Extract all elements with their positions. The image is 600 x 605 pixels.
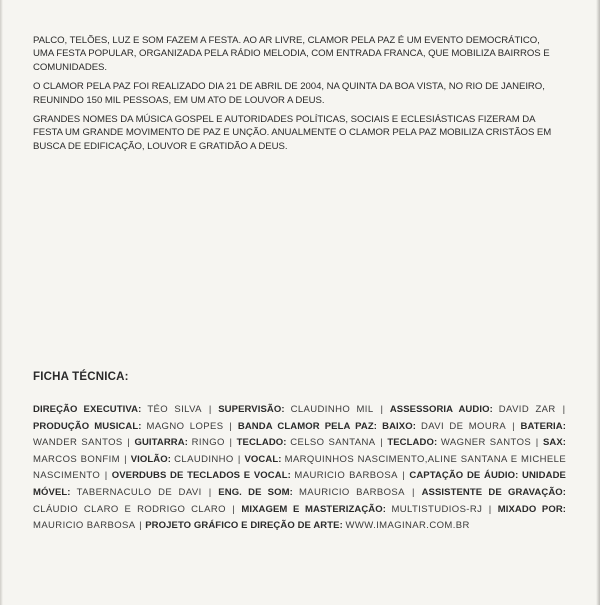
- intro-text: [33, 34, 563, 159]
- credit-separator: |: [127, 437, 130, 449]
- credit-role: VOCAL:: [244, 453, 282, 465]
- credit-role: DIREÇÃO EXECUTIVA:: [33, 404, 142, 415]
- credit-name: WANDER SANTOS: [33, 437, 123, 449]
- credit-name: MAURICIO BARBOSA: [294, 470, 398, 482]
- credit-name: TÉO SILVA: [147, 404, 202, 415]
- credit-separator: |: [229, 437, 232, 449]
- credit-role: BANDA CLAMOR PELA PAZ: BAIXO:: [237, 420, 416, 432]
- credit-separator: |: [237, 453, 241, 465]
- page-edge-left: [0, 0, 3, 605]
- credit-separator: |: [380, 437, 383, 449]
- credit-role: SUPERVISÃO:: [218, 404, 285, 415]
- credit-name: MAURICIO BARBOSA: [298, 486, 405, 498]
- credit-role: GUITARRA:: [134, 437, 188, 449]
- credit-role: PRODUÇÃO MUSICAL:: [33, 420, 142, 432]
- intro-paragraph-2: O CLAMOR PELA PAZ FOI REALIZADO DIA 21 DE ABRIL DE 2004, NA QUINTA DA BOA VISTA, NO RIO DE JANEIRO, REUNINDO 150 MIL PESSOAS, EM UM ATO DE LOUVOR A DEUS.: [33, 81, 545, 106]
- credit-name: MARQUINHOS NASCIMENTO,ALINE SANTANA E MICHELE NASCIMENTO: [33, 453, 567, 482]
- credit-role: BATERIA:: [520, 420, 566, 432]
- credit-name: CLAUDINHO MIL: [290, 404, 374, 415]
- credit-role: ASSESSORIA AUDIO:: [389, 404, 493, 415]
- ficha-tecnica-title: FICHA TÉCNICA:: [33, 371, 129, 383]
- credit-role: OVERDUBS DE TECLADOS E VOCAL:: [111, 470, 291, 482]
- intro-paragraph-3: GRANDES NOMES DA MÚSICA GOSPEL E AUTORIDADES POLÍTICAS, SOCIAIS E ECLESIÁSTICAS FIZERAM DA FESTA UM GRANDE MOVIMENTO DE PAZ E UNÇÃO. ANUALMENTE O CLAMOR PELA PAZ MOBILIZA CRISTÃOS EM BUSCA DE EDIFICAÇÃO, LOUVOR E GRATIDÃO A DEUS.: [33, 114, 552, 152]
- credit-name: MAGNO LOPES: [146, 420, 224, 432]
- credit-name: MAURICIO BARBOSA: [33, 520, 136, 532]
- credit-name: DAVID ZAR: [498, 404, 556, 415]
- credit-role: VIOLÃO:: [130, 453, 172, 465]
- credit-name: TABERNACULO DE DAVI: [76, 486, 202, 498]
- credit-separator: |: [488, 503, 492, 515]
- credit-separator: |: [562, 404, 566, 415]
- credit-separator: |: [380, 404, 383, 415]
- credit-name: MULTISTUDIOS-RJ: [391, 503, 483, 515]
- credit-name: CLAUDINHO: [174, 453, 234, 465]
- credit-separator: |: [104, 470, 108, 482]
- credit-separator: |: [412, 486, 415, 498]
- credit-name: CLÁUDIO CLARO E RODRIGO CLARO: [33, 503, 226, 515]
- credit-role: PROJETO GRÁFICO E DIREÇÃO DE ARTE:: [145, 520, 343, 532]
- credit-separator: |: [208, 404, 212, 415]
- credit-separator: |: [232, 503, 235, 515]
- credit-separator: |: [139, 520, 142, 532]
- credit-role: TECLADO:: [236, 437, 287, 449]
- credit-separator: |: [229, 420, 232, 432]
- credit-role: SAX:: [542, 437, 567, 449]
- credit-separator: |: [402, 470, 405, 482]
- credit-name: WAGNER SANTOS: [440, 437, 532, 449]
- credit-name: RINGO: [191, 437, 225, 449]
- credit-separator: |: [208, 486, 212, 498]
- credit-name: DAVI DE MOURA: [420, 420, 507, 432]
- credit-name: WWW.IMAGINAR.COM.BR: [345, 520, 470, 532]
- credit-role: ASSISTENTE DE GRAVAÇÃO:: [421, 486, 567, 498]
- credit-role: TECLADO:: [387, 437, 438, 449]
- credit-role: MIXADO POR:: [497, 503, 567, 515]
- credit-role: MIXAGEM E MASTERIZAÇÃO:: [241, 503, 386, 515]
- credit-name: MARCOS BONFIM: [33, 453, 120, 465]
- credit-role: ENG. DE SOM:: [218, 486, 293, 498]
- intro-paragraph-1: PALCO, TELÕES, LUZ E SOM FAZEM A FESTA. AO AR LIVRE, CLAMOR PELA PAZ É UM EVENTO DEMOCRÁTICO, UMA FESTA POPULAR, ORGANIZADA PELA RÁDIO MELODIA, COM ENTRADA FRANCA, QUE MOBILIZA BAIRROS E COMUNIDADES.: [33, 35, 550, 73]
- credits-block: [33, 402, 566, 535]
- credit-role: CAPTAÇÃO DE ÁUDIO: UNIDADE MÓVEL:: [33, 470, 566, 498]
- credit-separator: |: [124, 453, 127, 465]
- page-edge-right: [596, 0, 600, 605]
- credit-name: CELSO SANTANA: [290, 437, 376, 449]
- credit-separator: |: [512, 420, 515, 432]
- credit-separator: |: [535, 437, 539, 449]
